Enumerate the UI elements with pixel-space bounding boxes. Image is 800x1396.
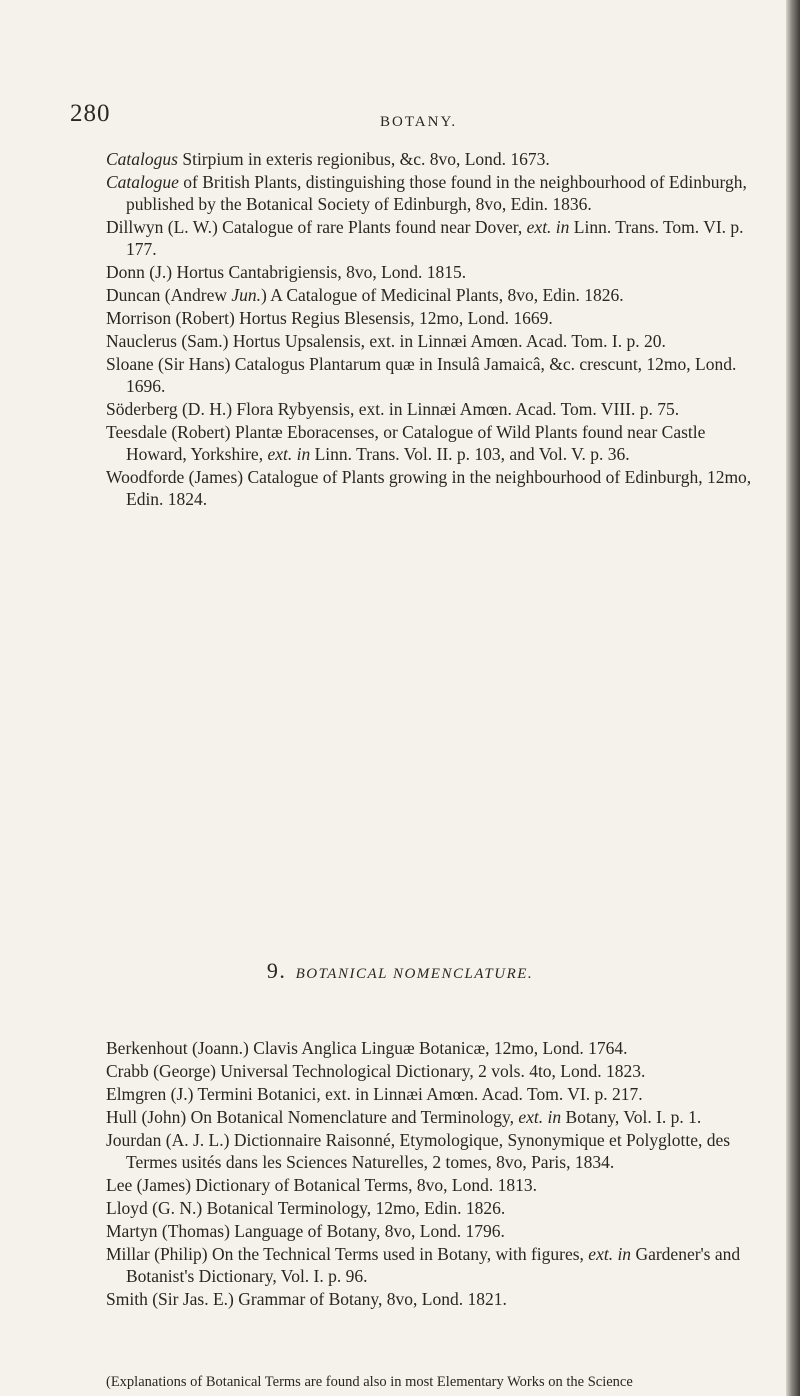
entry-italic: ext. in bbox=[588, 1244, 632, 1264]
entry-text: Martyn (Thomas) Language of Botany, 8vo, Lond. 1796. bbox=[106, 1221, 505, 1241]
entry-text: Smith (Sir Jas. E.) Grammar of Botany, 8vo, Lond. 1821. bbox=[106, 1289, 507, 1309]
entry-text: Duncan (Andrew bbox=[106, 285, 232, 305]
catalogue-list bbox=[106, 148, 754, 511]
entry-lead: Catalogus bbox=[106, 149, 178, 169]
bibliography-entry bbox=[106, 1037, 754, 1059]
bibliography-entry bbox=[106, 1060, 754, 1082]
running-head: BOTANY. bbox=[380, 114, 458, 130]
entry-text: Morrison (Robert) Hortus Regius Blesensis, 12mo, Lond. 1669. bbox=[106, 308, 553, 328]
footnote: (Explanations of Botanical Terms are found also in most Elementary Works on the Science bbox=[106, 1374, 633, 1390]
entry-italic: ext. in bbox=[526, 217, 570, 237]
entry-tail: Linn. Trans. Tom. VI. p. 177. bbox=[126, 217, 744, 259]
entry-text: Teesdale (Robert) Plantæ Eboracenses, or Catalogue of Wild Plants found near Castle Howard, Yorkshire, bbox=[106, 422, 706, 464]
page-number: 280 bbox=[70, 100, 111, 127]
bibliography-entry bbox=[106, 1243, 754, 1287]
bibliography-entry bbox=[106, 216, 754, 260]
bibliography-entry bbox=[106, 284, 754, 306]
bibliography-entry bbox=[106, 1106, 754, 1128]
section-title: BOTANICAL NOMENCLATURE. bbox=[295, 966, 534, 982]
entry-tail: Gardener's and Botanist's Dictionary, Vol. I. p. 96. bbox=[126, 1244, 741, 1286]
bibliography-entry bbox=[106, 1129, 754, 1173]
bibliography-entry bbox=[106, 148, 754, 170]
entry-text: Millar (Philip) On the Technical Terms used in Botany, with figures, bbox=[106, 1244, 589, 1264]
entry-text: Berkenhout (Joann.) Clavis Anglica Linguæ Botanicæ, 12mo, Lond. 1764. bbox=[106, 1038, 628, 1058]
bibliography-entry bbox=[106, 1220, 754, 1242]
entry-tail: ) A Catalogue of Medicinal Plants, 8vo, Edin. 1826. bbox=[261, 285, 624, 305]
section-heading bbox=[0, 958, 800, 984]
entry-text: Donn (J.) Hortus Cantabrigiensis, 8vo, Lond. 1815. bbox=[106, 262, 467, 282]
entry-text: Söderberg (D. H.) Flora Rybyensis, ext. in Linnæi Amœn. Acad. Tom. VIII. p. 75. bbox=[106, 399, 680, 419]
entry-text: Crabb (George) Universal Technological Dictionary, 2 vols. 4to, Lond. 1823. bbox=[106, 1061, 646, 1081]
entry-text: Dillwyn (L. W.) Catalogue of rare Plants found near Dover, bbox=[106, 217, 527, 237]
nomenclature-list bbox=[106, 1037, 754, 1311]
entry-text: of British Plants, distinguishing those found in the neighbourhood of Edinburgh, published by the Botanical Society of Edinburgh, 8vo, Edin. 1836. bbox=[126, 172, 747, 214]
entry-text: Elmgren (J.) Termini Botanici, ext. in Linnæi Amœn. Acad. Tom. VI. p. 217. bbox=[106, 1084, 643, 1104]
bibliography-entry bbox=[106, 1083, 754, 1105]
entry-text: Hull (John) On Botanical Nomenclature and Terminology, bbox=[106, 1107, 519, 1127]
bibliography-entry bbox=[106, 1197, 754, 1219]
bibliography-entry bbox=[106, 398, 754, 420]
bibliography-entry bbox=[106, 261, 754, 283]
entry-text: Sloane (Sir Hans) Catalogus Plantarum quæ in Insulâ Jamaicâ, &c. crescunt, 12mo, Lond. 1696. bbox=[106, 354, 737, 396]
entry-tail: Linn. Trans. Vol. II. p. 103, and Vol. V. p. 36. bbox=[310, 444, 630, 464]
entry-lead: Catalogue bbox=[106, 172, 179, 192]
entry-text: Nauclerus (Sam.) Hortus Upsalensis, ext. in Linnæi Amœn. Acad. Tom. I. p. 20. bbox=[106, 331, 666, 351]
bibliography-entry bbox=[106, 307, 754, 329]
entry-text: Jourdan (A. J. L.) Dictionnaire Raisonné, Etymologique, Synonymique et Polyglotte, des Termes usités dans les Sciences Naturelles, 2 tomes, 8vo, Paris, 1834. bbox=[106, 1130, 731, 1172]
bibliography-entry bbox=[106, 466, 754, 510]
bibliography-entry bbox=[106, 1174, 754, 1196]
page-edge-shadow bbox=[786, 0, 800, 1396]
entry-text: Lee (James) Dictionary of Botanical Terms, 8vo, Lond. 1813. bbox=[106, 1175, 537, 1195]
bibliography-entry bbox=[106, 421, 754, 465]
bibliography-entry bbox=[106, 330, 754, 352]
bibliography-entry bbox=[106, 353, 754, 397]
entry-text: Lloyd (G. N.) Botanical Terminology, 12mo, Edin. 1826. bbox=[106, 1198, 506, 1218]
entry-tail: Botany, Vol. I. p. 1. bbox=[561, 1107, 702, 1127]
entry-italic: Jun. bbox=[231, 285, 262, 305]
entry-italic: ext. in bbox=[267, 444, 311, 464]
entry-text: Stirpium in exteris regionibus, &c. 8vo, Lond. 1673. bbox=[177, 149, 550, 169]
section-number: 9. bbox=[266, 958, 287, 983]
bibliography-entry bbox=[106, 171, 754, 215]
entry-italic: ext. in bbox=[518, 1107, 562, 1127]
entry-text: Woodforde (James) Catalogue of Plants growing in the neighbourhood of Edinburgh, 12mo, Edin. 1824. bbox=[106, 467, 752, 509]
bibliography-entry bbox=[106, 1288, 754, 1310]
